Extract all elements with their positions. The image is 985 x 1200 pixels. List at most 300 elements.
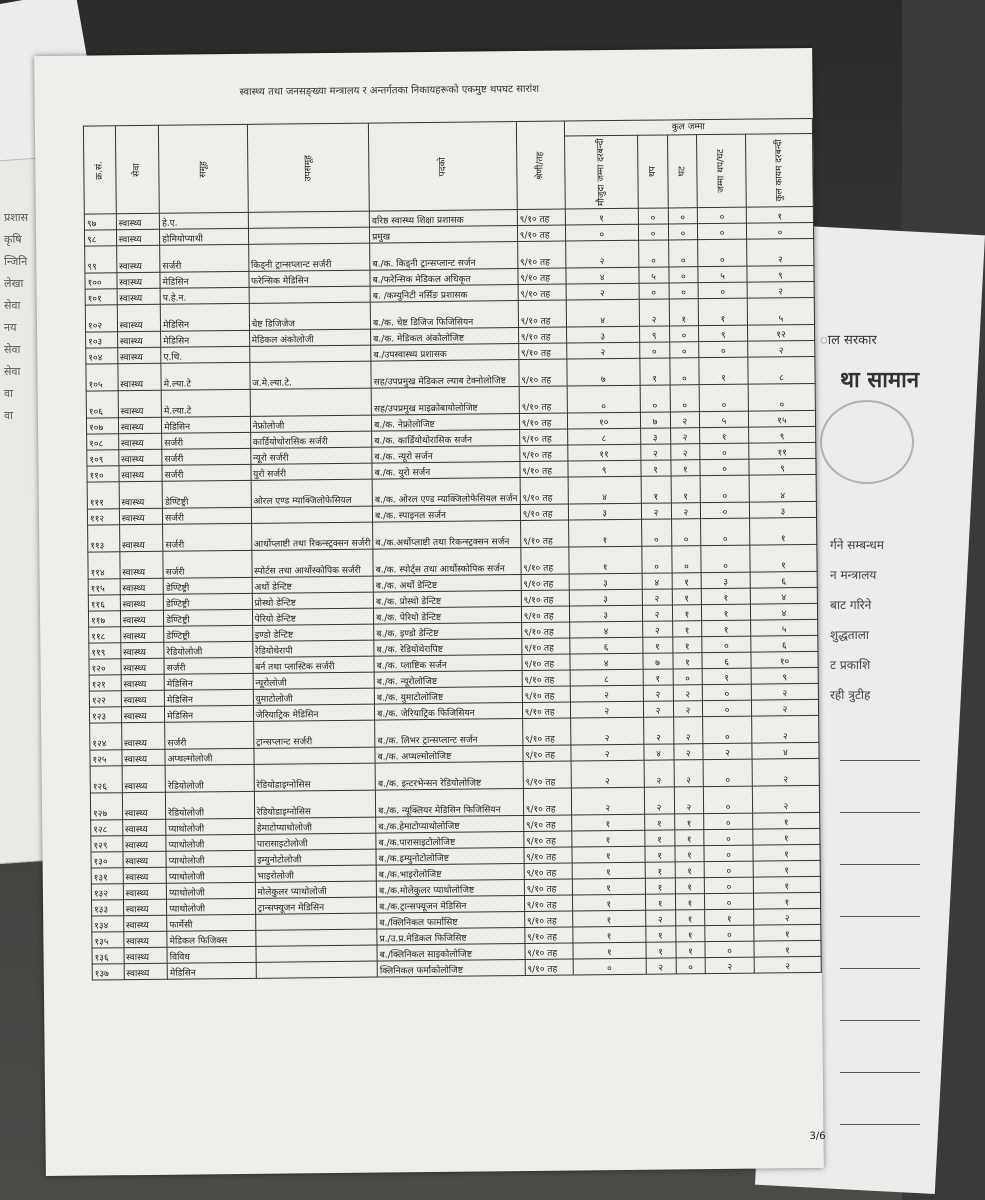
table-cell: नेफ्रोलोजी — [250, 415, 372, 432]
table-cell: २ — [705, 957, 754, 974]
table-cell: स्वास्थ्य — [122, 749, 166, 765]
table-cell: १ — [672, 653, 702, 669]
table-cell: स्वास्थ्य — [119, 524, 163, 551]
table-cell: हे.ए. — [159, 212, 248, 229]
table-cell: ९७ — [84, 214, 116, 230]
table-cell: ० — [668, 224, 698, 240]
table-cell: डेण्टिष्ट्री — [163, 577, 252, 594]
table-cell: स्वास्थ्य — [120, 551, 164, 578]
table-cell — [255, 913, 377, 930]
table-cell: १३५ — [92, 932, 124, 948]
table-cell: १ — [645, 862, 675, 878]
table-cell: ब./क.ट्रान्सफ्यूजन मेडिसिन — [377, 896, 525, 914]
table-cell: ब./उपस्वास्थ्य प्रशासक — [371, 344, 519, 362]
table-cell: १२४ — [90, 723, 122, 750]
table-cell: सर्जरी — [163, 523, 252, 551]
table-cell: १ — [675, 926, 705, 942]
table-cell: २ — [670, 444, 700, 460]
table-cell: १ — [672, 605, 702, 621]
table-cell: ब./क. जेरियाट्रिक फिजिसियन — [375, 703, 523, 721]
table-cell: ० — [668, 208, 698, 224]
table-cell: २ — [571, 744, 644, 761]
table-cell: क्लिनिकल फर्माकोलोजिष्ट — [377, 960, 525, 978]
table-cell: ३ — [569, 573, 642, 590]
table-cell: ब./क. अर्थो डेन्टिष्ट — [373, 575, 521, 593]
table-cell: स्वास्थ्य — [124, 931, 168, 947]
table-cell: ब./क. स्पोर्ट्स तथा आर्थोस्कोपिक सर्जन — [373, 548, 521, 577]
table-cell: ९/१० तह — [520, 477, 568, 505]
table-cell: १३१ — [91, 868, 123, 884]
table-cell: १ — [672, 573, 702, 589]
table-cell: ११७ — [88, 611, 120, 627]
table-cell — [251, 506, 373, 523]
table-cell: ० — [670, 385, 700, 412]
table-cell: ९/१० तह — [523, 788, 571, 816]
table-cell: रेडियोडाइग्नोसिस — [254, 790, 376, 818]
table-cell: अप्थल्मोलोजी — [165, 748, 254, 765]
table-cell: १ — [753, 892, 820, 909]
table-cell: २ — [567, 342, 640, 359]
table-cell — [249, 286, 371, 303]
table-cell — [256, 961, 378, 978]
table-cell: १ — [675, 942, 705, 958]
table-cell: १०३ — [86, 332, 118, 348]
background-right-title: था सामान — [840, 368, 920, 393]
table-cell: स्वास्थ्य — [123, 851, 167, 867]
table-cell: १३७ — [92, 964, 124, 980]
table-cell: न्यूरोलोजी — [253, 672, 375, 689]
table-cell: फार्मेसी — [167, 914, 256, 931]
table-cell: ९/१० तह — [517, 241, 565, 269]
table-cell: १३३ — [91, 900, 123, 916]
table-cell: १०२ — [85, 305, 117, 332]
table-cell: प्रोस्थो डेन्टिष्ट — [252, 592, 374, 609]
table-cell: १०७ — [86, 418, 118, 434]
table-cell: ब./क. प्रोस्थो डेन्टिष्ट — [373, 591, 521, 609]
table-cell: स्वास्थ्य — [122, 765, 166, 792]
table-cell: १२२ — [89, 691, 121, 707]
table-cell: मेडिकल फिजिक्स — [167, 930, 256, 947]
table-cell: २ — [748, 340, 815, 357]
table-cell: ९/१० तह — [524, 863, 572, 880]
table-cell: प्याथोलोजी — [166, 834, 255, 851]
background-rule-line — [840, 812, 920, 813]
table-cell: स्वास्थ्य — [117, 347, 161, 363]
table-cell — [249, 345, 371, 362]
table-cell: स्वास्थ्य — [117, 272, 161, 288]
table-cell: ९/१० तह — [520, 504, 568, 521]
table-cell: मेडिसिन — [164, 673, 253, 690]
table-cell: ४ — [749, 474, 816, 502]
table-cell: १ — [565, 208, 638, 225]
background-rule-line — [840, 916, 920, 917]
table-cell: ५ — [747, 297, 814, 325]
table-cell: ० — [697, 207, 746, 224]
table-cell: १ — [572, 878, 645, 895]
table-cell: ९/१० तह — [518, 300, 566, 328]
table-cell: ९/१० तह — [522, 670, 570, 687]
table-cell: सर्जरी — [163, 507, 252, 524]
table-cell: सह/उपप्रमुख मेडिकल ल्याब टेक्नोलोजिष्ट — [371, 360, 519, 389]
table-cell: ० — [700, 459, 749, 476]
header-cell: कुल कायम दरबन्दी — [745, 133, 813, 207]
table-cell: ५ — [700, 411, 749, 428]
table-cell — [248, 227, 370, 244]
table-cell: स्वास्थ्य — [119, 465, 163, 481]
table-cell: ० — [639, 283, 669, 299]
table-cell: ७ — [640, 412, 670, 428]
table-cell: स्वास्थ्य — [120, 578, 164, 594]
table-cell: १ — [754, 924, 821, 941]
table-cell: ८ — [748, 356, 815, 384]
table-cell: १ — [672, 621, 702, 637]
table-cell: ब./क. प्लाष्टिक सर्जन — [374, 655, 522, 673]
table-cell: १ — [669, 299, 699, 326]
table-cell: मे.ल्या.टे — [161, 389, 250, 417]
table-cell: स्वास्थ्य — [121, 706, 165, 722]
table-cell: २ — [566, 283, 639, 300]
table-cell: १ — [675, 878, 705, 894]
table-cell: ७ — [643, 653, 673, 669]
table-cell: ९/१० तह — [522, 654, 570, 671]
background-text-fragment: शुद्धताला — [830, 628, 869, 642]
table-cell: २ — [570, 685, 643, 702]
table-cell: १२५ — [90, 750, 122, 766]
table-cell: ब./क. ओरल एण्ड म्याक्जिलोफेसियल सर्जन — [372, 478, 520, 507]
table-cell: स्वास्थ्य — [116, 229, 160, 245]
table-cell: १ — [672, 637, 702, 653]
table-cell: १ — [644, 830, 674, 846]
table-cell: २ — [641, 503, 671, 519]
background-rule-line — [840, 1124, 920, 1125]
table-cell: ० — [702, 684, 751, 701]
table-cell: मेडिसिन — [165, 705, 254, 722]
table-cell: ११३ — [88, 525, 120, 552]
table-cell: ० — [746, 222, 813, 239]
background-text-fragment: नय — [4, 321, 17, 334]
table-cell: मेडिसिन — [160, 271, 249, 288]
table-cell: ब./क. स्पाइनल सर्जन — [373, 505, 521, 523]
table-cell: ० — [703, 700, 752, 717]
table-cell: ११५ — [88, 579, 120, 595]
table-cell: २ — [751, 683, 818, 700]
table-cell: ब./क. युमाटोलोजिष्ट — [374, 687, 522, 705]
table-cell: २ — [673, 717, 703, 744]
table-cell: रेडियोडाइग्नोसिस — [254, 763, 376, 791]
table-cell: प्याथोलोजी — [167, 898, 256, 915]
background-text-fragment: रही त्रुटीह — [830, 688, 871, 702]
table-cell: प्रमुख — [370, 226, 518, 244]
table-cell: ० — [573, 958, 646, 975]
table-cell: १ — [699, 357, 748, 385]
table-cell — [250, 388, 372, 416]
table-cell: सह/उपप्रमुख माइक्रोबायोलोजिष्ट — [371, 387, 519, 416]
table-cell: ० — [704, 845, 753, 862]
background-text-fragment: सेवा — [4, 343, 21, 356]
table-cell: सर्जरी — [160, 244, 249, 272]
table-cell: १ — [675, 894, 705, 910]
table-cell: स्वास्थ्य — [120, 610, 164, 626]
table-cell: डेण्टिष्ट्री — [164, 625, 253, 642]
header-cell: पदको — [369, 122, 517, 212]
table-cell: २ — [644, 787, 674, 814]
table-cell: ० — [638, 224, 668, 240]
table-cell: १०४ — [86, 348, 118, 364]
table-cell: १ — [753, 844, 820, 861]
table-cell: १ — [670, 460, 700, 476]
table-cell: ९/१० तह — [521, 606, 569, 623]
table-cell: स्वास्थ्य — [121, 690, 165, 706]
table-cell: ९/१० तह — [518, 284, 566, 301]
table-cell: ० — [698, 282, 747, 299]
table-cell: स्वास्थ्य — [123, 867, 167, 883]
table-cell: मे.ल्या.टे — [161, 362, 250, 390]
table-cell: ६ — [750, 571, 817, 588]
table-cell: ६ — [702, 652, 751, 669]
header-cell: श्रेणी/तह — [516, 121, 565, 209]
table-cell: ९/१० तह — [524, 927, 572, 944]
table-cell: १२० — [89, 659, 121, 675]
table-cell: ब. /कम्युनिटी नर्सिङ प्रशासक — [370, 285, 518, 303]
table-body — [84, 206, 821, 980]
table-cell: स्वास्थ्य — [122, 819, 166, 835]
table-cell: स्वास्थ्य — [124, 963, 168, 979]
table-cell: ० — [699, 384, 748, 412]
table-cell: १०१ — [85, 289, 117, 305]
table-cell: ९/१० तह — [523, 745, 571, 762]
table-cell: २ — [670, 428, 700, 444]
background-text-fragment: सेवा — [4, 299, 21, 312]
background-text-fragment: कृषि — [4, 233, 22, 246]
table-cell: १ — [572, 846, 645, 863]
table-cell: १ — [646, 942, 676, 958]
table-cell: ब./क. न्यूरो सर्जन — [372, 446, 520, 464]
background-text-fragment: बाट गरिने — [830, 598, 872, 612]
header-cell: जम्मा थप/घट — [697, 134, 746, 208]
table-cell: ० — [748, 383, 815, 411]
table-cell: स्वास्थ्य — [117, 304, 161, 331]
table-cell: ब./क.अर्थोप्लाष्टी तथा रिकन्स्ट्रक्सन सर्जन — [373, 521, 521, 550]
table-cell: ३ — [640, 428, 670, 444]
table-cell: १ — [572, 910, 645, 927]
table-cell: मोलेकुलर प्याथोलोजी — [255, 881, 377, 898]
table-cell: वरिष्ठ स्वास्थ्य शिक्षा प्रशासक — [369, 210, 517, 228]
table-cell: ९ — [699, 325, 748, 342]
table-cell: ब./क्लिनिकल साइकोलोजिष्ट — [377, 944, 525, 962]
header-cell: क्र.सं. — [83, 126, 116, 214]
table-cell: ० — [701, 502, 750, 519]
table-cell: १ — [753, 860, 820, 877]
table-cell: स्वास्थ्य — [117, 331, 161, 347]
table-cell: ६ — [751, 635, 818, 652]
table-cell: सर्जरी — [164, 657, 253, 674]
table-cell: ९ — [639, 326, 669, 342]
table-cell: मेडिसिन — [162, 416, 251, 433]
table-cell: स्वास्थ्य — [124, 947, 168, 963]
background-text-fragment: सेवा — [4, 365, 21, 378]
table-cell: २ — [703, 743, 752, 760]
table-cell: ट्रान्सप्लान्ट सर्जरी — [253, 720, 375, 748]
table-cell: १ — [746, 206, 813, 223]
table-cell: ९ — [751, 667, 818, 684]
header-group-cell: कुल जम्मा — [564, 118, 812, 136]
header-cell: समूह — [159, 124, 248, 213]
table-cell: स्वास्थ्य — [122, 835, 166, 851]
table-cell: ११ — [749, 442, 816, 459]
table-cell: ३ — [566, 326, 639, 343]
table-cell: १ — [754, 940, 821, 957]
table-cell: ० — [699, 341, 748, 358]
table-cell: ० — [668, 267, 698, 283]
table-cell: न्यूरो सर्जरी — [250, 447, 372, 464]
table-cell: ब./क. न्यूरोलोजिष्ट — [374, 671, 522, 689]
table-cell: ४ — [568, 476, 641, 504]
table-cell: १२१ — [89, 675, 121, 691]
table-cell: १ — [705, 909, 754, 926]
table-cell — [255, 929, 377, 946]
table-cell: ४ — [750, 587, 817, 604]
table-cell: ९/१० तह — [524, 895, 572, 912]
table-cell: स्वास्थ्य — [119, 481, 163, 508]
table-cell: १ — [672, 589, 702, 605]
table-cell: १ — [572, 830, 645, 847]
table-cell: १ — [568, 519, 641, 547]
table-cell: २ — [673, 744, 703, 760]
table-cell: ० — [704, 786, 753, 814]
table-cell: १ — [753, 812, 820, 829]
table-cell: कार्डियोथोरासिक सर्जरी — [250, 431, 372, 448]
table-cell: स्वास्थ्य — [123, 915, 167, 931]
table-cell: ब./क. इन्टरभेन्सन रेडियोलोजिष्ट — [375, 762, 523, 791]
table-cell: २ — [671, 503, 701, 519]
table-cell: १ — [750, 544, 817, 572]
document-page — [34, 48, 824, 1176]
table-cell: १२३ — [89, 707, 121, 723]
table-cell: ९/१० तह — [521, 622, 569, 639]
table-cell: किड्नी ट्रान्सप्लान्ट सर्जरी — [248, 243, 370, 271]
table-cell: ३ — [568, 503, 641, 520]
table-cell: रेडियोलोजी — [164, 641, 253, 658]
table-cell: २ — [643, 685, 673, 701]
table-cell: ब./क. अप्थल्मोलोजिष्ट — [375, 746, 523, 764]
table-cell: १५ — [748, 410, 815, 427]
table-cell: १०८ — [87, 434, 119, 450]
table-cell: १ — [702, 668, 751, 685]
table-cell: मेडिसिन — [160, 303, 249, 331]
header-cell: उपसमूह — [247, 123, 369, 212]
table-cell: ९/१० तह — [521, 547, 569, 575]
table-cell: ९/१० तह — [524, 911, 572, 928]
table-cell: स्पोर्टस तथा आर्थोस्कोपिक सर्जरी — [251, 549, 373, 577]
table-cell: २ — [571, 787, 644, 815]
table-cell: ९/१० तह — [525, 943, 573, 960]
table-cell: ० — [638, 208, 668, 224]
table-cell: १२ — [747, 324, 814, 341]
table-cell: १ — [702, 620, 751, 637]
table-cell: १ — [674, 830, 704, 846]
table-cell: सर्जरी — [163, 550, 252, 578]
table-cell: ब./क. मेडिकल अंकोलोजिष्ट — [371, 328, 519, 346]
table-cell: २ — [747, 238, 814, 266]
table-cell: प्र./उ.प्र.मेडिकल फिजिसिष्ट — [377, 928, 525, 946]
table-cell: ० — [704, 877, 753, 894]
table-cell: २ — [751, 699, 818, 716]
table-cell: ७ — [567, 358, 640, 386]
table-cell: १ — [642, 637, 672, 653]
table-cell: १ — [573, 926, 646, 943]
table-cell: रेडियोलोजी — [165, 764, 254, 792]
table-cell: ८ — [570, 669, 643, 686]
table-cell: ४ — [566, 299, 639, 327]
table-cell: ० — [705, 941, 754, 958]
table-cell: १ — [702, 604, 751, 621]
table-cell: २ — [670, 412, 700, 428]
table-cell: ए.थि. — [161, 346, 250, 363]
table-cell: ० — [640, 385, 670, 412]
table-cell: १ — [641, 476, 671, 503]
table-cell: ९/१० तह — [525, 959, 573, 976]
table-cell: १३४ — [92, 916, 124, 932]
table-cell: ९/१० तह — [520, 461, 568, 478]
table-cell: १ — [645, 846, 675, 862]
table-cell: १ — [674, 846, 704, 862]
table-cell: ३ — [569, 589, 642, 606]
table-cell: २ — [646, 958, 676, 974]
table-cell: सर्जरी — [162, 432, 251, 449]
table-cell: ३ — [701, 572, 750, 589]
background-rule-line — [840, 1072, 920, 1073]
table-cell: ६ — [570, 637, 643, 654]
table-cell: १ — [641, 460, 671, 476]
table-cell: ४ — [566, 267, 639, 284]
table-cell — [248, 211, 370, 228]
table-cell: २ — [643, 701, 673, 717]
table-cell: ४ — [570, 653, 643, 670]
table-cell: ९/१० तह — [519, 359, 567, 387]
table-cell: स्वास्थ्य — [122, 792, 166, 819]
background-rule-line — [840, 1020, 920, 1021]
table-cell: मेडिसिन — [167, 962, 256, 979]
table-cell: ९/१० तह — [519, 429, 567, 446]
table-cell: ० — [671, 519, 701, 546]
table-cell — [254, 747, 376, 764]
document-title: स्वास्थ्य तथा जनसङ्ख्या मन्त्रालय र अन्तर्गतका निकायहरूको एकमुष्ट थपघट सारांश — [239, 83, 540, 98]
table-cell: रेडियोथेरापी — [252, 640, 374, 657]
table-cell: चेष्ट डिजिजेज — [249, 302, 371, 330]
table-cell: स्वास्थ्य — [123, 883, 167, 899]
table-cell: प्याथोलोजी — [166, 818, 255, 835]
table-cell: बर्न तथा प्लास्टिक सर्जरी — [253, 656, 375, 673]
table-cell: ० — [705, 925, 754, 942]
table-cell: १०५ — [86, 364, 118, 391]
table-cell: २ — [639, 299, 669, 326]
table-cell: प्याथोलोजी — [166, 850, 255, 867]
table-cell: ४ — [752, 742, 819, 759]
table-cell: १०९ — [87, 450, 119, 466]
table-cell: ९/१० तह — [518, 268, 566, 285]
table-cell: ९/१० तह — [521, 590, 569, 607]
table-cell: १३६ — [92, 948, 124, 964]
table-cell: २ — [642, 589, 672, 605]
table-cell: १ — [674, 814, 704, 830]
table-cell: १ — [573, 942, 646, 959]
table-cell: १ — [639, 358, 669, 385]
table-cell: प.हे.न. — [160, 287, 249, 304]
table-cell: २ — [642, 605, 672, 621]
table-cell: ० — [669, 342, 699, 358]
table-cell: स्वास्थ्य — [121, 722, 165, 749]
table-cell: ४ — [644, 744, 674, 760]
